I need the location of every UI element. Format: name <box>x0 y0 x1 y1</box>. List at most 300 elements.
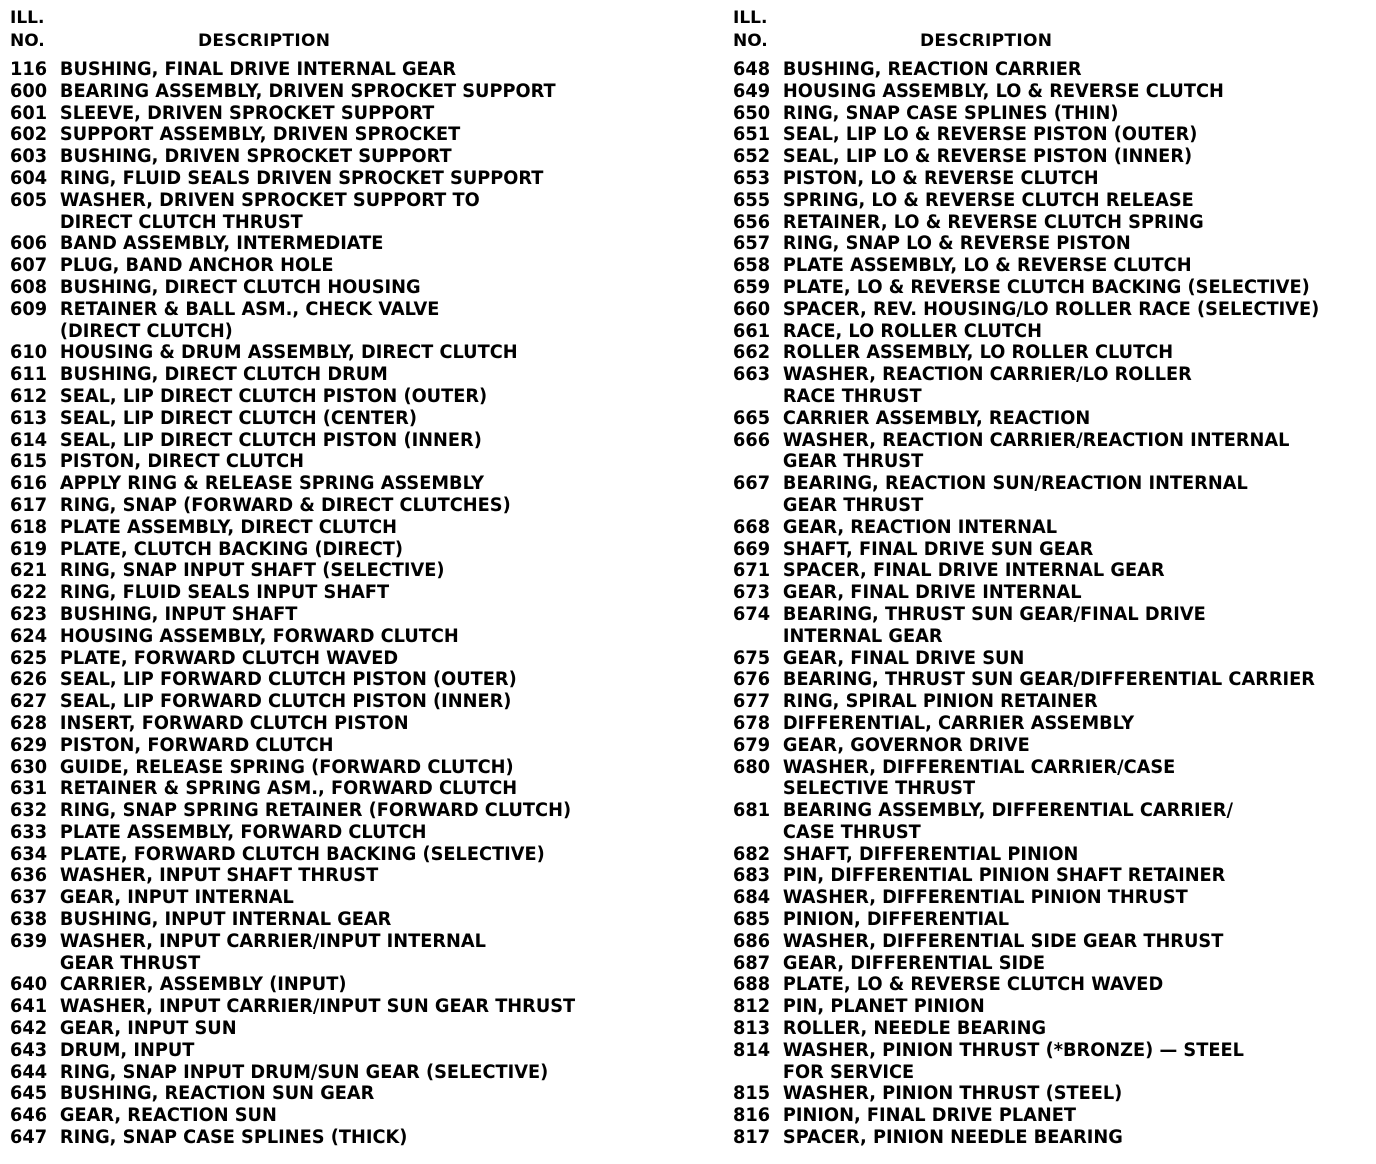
part-description: WASHER, INPUT SHAFT THRUST <box>59 865 379 887</box>
part-row <box>733 233 1319 255</box>
part-number: 625 <box>10 647 48 669</box>
part-description: BEARING, THRUST SUN GEAR/FINAL DRIVE <box>782 603 1206 625</box>
part-row <box>733 168 1319 190</box>
part-description: WASHER, PINION THRUST (*BRONZE) — STEEL <box>782 1039 1244 1061</box>
part-number: 621 <box>10 560 48 582</box>
part-number: 624 <box>10 625 48 647</box>
part-number: 603 <box>10 146 48 168</box>
part-number: 648 <box>733 59 771 80</box>
part-number: 673 <box>733 582 771 604</box>
part-row <box>10 560 575 582</box>
part-description: BUSHING, DRIVEN SPROCKET SUPPORT <box>59 146 452 168</box>
part-number: 600 <box>10 80 48 102</box>
part-number: 662 <box>733 342 771 364</box>
part-description: BUSHING, INPUT SHAFT <box>59 603 298 625</box>
part-description-continuation <box>733 495 1319 517</box>
part-description: WASHER, DIFFERENTIAL CARRIER/CASE <box>782 756 1176 778</box>
part-description: INTERNAL GEAR <box>782 625 943 647</box>
part-number: 674 <box>733 603 771 625</box>
part-number: 681 <box>733 800 771 822</box>
part-number: 631 <box>10 778 48 800</box>
part-row <box>10 757 575 779</box>
part-row <box>733 1040 1319 1062</box>
part-description: SEAL, LIP LO & REVERSE PISTON (INNER) <box>782 146 1193 168</box>
part-description: HOUSING ASSEMBLY, LO & REVERSE CLUTCH <box>782 80 1224 102</box>
part-row <box>733 931 1319 953</box>
part-description-continuation <box>733 386 1319 408</box>
part-number: 638 <box>10 909 48 931</box>
part-row <box>733 800 1319 822</box>
part-number: 671 <box>733 560 771 582</box>
part-number: 619 <box>10 538 48 560</box>
part-number: 812 <box>733 996 771 1018</box>
part-row <box>10 103 575 125</box>
part-number: 675 <box>733 647 771 669</box>
part-number: 608 <box>10 276 48 298</box>
part-row <box>10 778 575 800</box>
part-number: 814 <box>733 1039 771 1061</box>
part-description: RING, SNAP INPUT SHAFT (SELECTIVE) <box>59 560 445 582</box>
part-number: 655 <box>733 189 771 211</box>
part-row <box>733 1018 1319 1040</box>
part-row <box>733 299 1319 321</box>
part-description: BUSHING, REACTION SUN GEAR <box>59 1083 375 1105</box>
part-description: SPACER, PINION NEEDLE BEARING <box>782 1127 1123 1149</box>
part-description: RING, FLUID SEALS DRIVEN SPROCKET SUPPORT <box>59 167 544 189</box>
part-description: WASHER, PINION THRUST (STEEL) <box>782 1083 1123 1105</box>
part-number: 629 <box>10 734 48 756</box>
part-number: 667 <box>733 473 771 495</box>
part-description: FOR SERVICE <box>782 1061 915 1083</box>
part-number: 636 <box>10 865 48 887</box>
part-description-continuation <box>733 778 1319 800</box>
part-number: 606 <box>10 233 48 255</box>
part-description: RING, SNAP INPUT DRUM/SUN GEAR (SELECTIVE) <box>59 1061 549 1083</box>
column-header <box>733 0 1373 58</box>
part-description: BEARING ASSEMBLY, DIFFERENTIAL CARRIER/ <box>782 800 1233 822</box>
part-number: 676 <box>733 669 771 691</box>
part-description-continuation <box>10 953 575 975</box>
part-description: SEAL, LIP DIRECT CLUTCH PISTON (OUTER) <box>59 385 488 407</box>
part-description: GEAR, REACTION INTERNAL <box>782 516 1058 538</box>
part-row <box>10 604 575 626</box>
part-description: BUSHING, DIRECT CLUTCH HOUSING <box>59 276 421 298</box>
part-number: 618 <box>10 516 48 538</box>
part-row <box>10 669 575 691</box>
part-description-continuation <box>733 451 1319 473</box>
part-number: 666 <box>733 429 771 451</box>
part-row <box>733 757 1319 779</box>
column-header <box>10 0 650 58</box>
part-description: RING, SNAP LO & REVERSE PISTON <box>782 233 1131 255</box>
part-number: 653 <box>733 167 771 189</box>
part-row <box>733 473 1319 495</box>
part-number: 626 <box>10 669 48 691</box>
part-number: 607 <box>10 255 48 277</box>
part-row <box>733 146 1319 168</box>
part-row <box>733 364 1319 386</box>
part-number: 663 <box>733 364 771 386</box>
description-label: DESCRIPTION <box>198 31 331 51</box>
part-number: 650 <box>733 102 771 124</box>
part-number: 612 <box>10 385 48 407</box>
part-row <box>733 648 1319 670</box>
ill-label: ILL. <box>10 8 45 28</box>
part-description: RING, SPIRAL PINION RETAINER <box>782 691 1098 713</box>
part-description: GEAR, FINAL DRIVE SUN <box>782 647 1025 669</box>
part-number: 602 <box>10 124 48 146</box>
part-number: 605 <box>10 189 48 211</box>
part-number: 651 <box>733 124 771 146</box>
part-row <box>733 59 1319 81</box>
part-description: GEAR, FINAL DRIVE INTERNAL <box>782 582 1082 604</box>
part-number: 817 <box>733 1127 771 1149</box>
part-row <box>10 255 575 277</box>
part-description: RETAINER & SPRING ASM., FORWARD CLUTCH <box>59 778 518 800</box>
part-row <box>10 1105 575 1127</box>
part-number: 627 <box>10 691 48 713</box>
part-description: BEARING ASSEMBLY, DRIVEN SPROCKET SUPPORT <box>59 80 556 102</box>
part-description: WASHER, INPUT CARRIER/INPUT INTERNAL <box>59 930 486 952</box>
part-row <box>733 124 1319 146</box>
part-row <box>10 648 575 670</box>
part-number: 642 <box>10 1018 48 1040</box>
part-description: RING, SNAP CASE SPLINES (THIN) <box>782 102 1119 124</box>
part-description: SLEEVE, DRIVEN SPROCKET SUPPORT <box>59 102 435 124</box>
part-row <box>10 299 575 321</box>
part-number: 684 <box>733 887 771 909</box>
part-row <box>733 255 1319 277</box>
part-number: 677 <box>733 691 771 713</box>
part-number: 644 <box>10 1061 48 1083</box>
part-row <box>10 800 575 822</box>
part-row <box>10 364 575 386</box>
part-row <box>733 1105 1319 1127</box>
part-number: 623 <box>10 603 48 625</box>
part-number: 659 <box>733 276 771 298</box>
part-number: 616 <box>10 473 48 495</box>
part-description: WASHER, DIFFERENTIAL PINION THRUST <box>782 887 1188 909</box>
part-description: GEAR, DIFFERENTIAL SIDE <box>782 952 1045 974</box>
part-description-continuation <box>10 321 575 343</box>
part-description: PLATE ASSEMBLY, LO & REVERSE CLUTCH <box>782 255 1192 277</box>
part-number: 657 <box>733 233 771 255</box>
part-row <box>10 887 575 909</box>
part-description: SEAL, LIP DIRECT CLUTCH (CENTER) <box>59 407 417 429</box>
part-description: GEAR THRUST <box>59 952 201 974</box>
part-description: RACE THRUST <box>782 385 922 407</box>
part-row <box>733 604 1319 626</box>
part-number: 687 <box>733 952 771 974</box>
part-row <box>733 321 1319 343</box>
part-description: SELECTIVE THRUST <box>782 778 976 800</box>
part-description: GEAR THRUST <box>782 494 924 516</box>
part-number: 628 <box>10 712 48 734</box>
no-label: NO. <box>733 31 768 51</box>
part-row <box>10 233 575 255</box>
part-description: SHAFT, FINAL DRIVE SUN GEAR <box>782 538 1094 560</box>
part-number: 609 <box>10 298 48 320</box>
part-description: WASHER, INPUT CARRIER/INPUT SUN GEAR THRUST <box>59 996 576 1018</box>
part-row <box>10 909 575 931</box>
part-description: (DIRECT CLUTCH) <box>59 320 233 342</box>
part-description-continuation <box>733 822 1319 844</box>
part-number: 645 <box>10 1083 48 1105</box>
part-number: 816 <box>733 1105 771 1127</box>
ill-label: ILL. <box>733 8 768 28</box>
part-row <box>733 539 1319 561</box>
part-description: SEAL, LIP FORWARD CLUTCH PISTON (OUTER) <box>59 669 517 691</box>
part-number: 660 <box>733 298 771 320</box>
part-description: WASHER, REACTION CARRIER/LO ROLLER <box>782 364 1192 386</box>
part-description-continuation <box>733 1062 1319 1084</box>
part-number: 815 <box>733 1083 771 1105</box>
part-row <box>10 626 575 648</box>
part-row <box>733 669 1319 691</box>
part-row <box>733 190 1319 212</box>
part-row <box>10 996 575 1018</box>
part-row <box>733 691 1319 713</box>
part-number: 613 <box>10 407 48 429</box>
part-number: 656 <box>733 211 771 233</box>
part-description: RING, SNAP (FORWARD & DIRECT CLUTCHES) <box>59 494 511 516</box>
part-description: BEARING, REACTION SUN/REACTION INTERNAL <box>782 473 1248 495</box>
part-description: CASE THRUST <box>782 821 921 843</box>
part-row <box>10 1040 575 1062</box>
parts-list-right-column <box>733 0 1373 1149</box>
part-description: PINION, FINAL DRIVE PLANET <box>782 1105 1077 1127</box>
part-description: CARRIER, ASSEMBLY (INPUT) <box>59 974 347 996</box>
part-description: PLUG, BAND ANCHOR HOLE <box>59 255 334 277</box>
part-description: DIFFERENTIAL, CARRIER ASSEMBLY <box>782 712 1135 734</box>
part-description: PLATE, CLUTCH BACKING (DIRECT) <box>59 538 403 560</box>
part-number: 813 <box>733 1018 771 1040</box>
part-description: HOUSING & DRUM ASSEMBLY, DIRECT CLUTCH <box>59 342 518 364</box>
part-description: SEAL, LIP DIRECT CLUTCH PISTON (INNER) <box>59 429 482 451</box>
part-description: PINION, DIFFERENTIAL <box>782 909 1010 931</box>
part-number: 614 <box>10 429 48 451</box>
part-description: BUSHING, INPUT INTERNAL GEAR <box>59 909 392 931</box>
part-row <box>10 495 575 517</box>
part-number: 630 <box>10 756 48 778</box>
part-description: BAND ASSEMBLY, INTERMEDIATE <box>59 233 384 255</box>
part-row <box>733 974 1319 996</box>
part-row <box>10 931 575 953</box>
part-row <box>733 887 1319 909</box>
part-number: 658 <box>733 255 771 277</box>
part-row <box>10 168 575 190</box>
part-row <box>10 974 575 996</box>
part-number: 665 <box>733 407 771 429</box>
part-number: 661 <box>733 320 771 342</box>
part-row <box>733 996 1319 1018</box>
part-row <box>733 735 1319 757</box>
part-description: PISTON, FORWARD CLUTCH <box>59 734 334 756</box>
parts-list-left-column <box>10 0 650 1149</box>
part-description: PIN, DIFFERENTIAL PINION SHAFT RETAINER <box>782 865 1226 887</box>
part-row <box>10 582 575 604</box>
part-number: 640 <box>10 974 48 996</box>
parts-list <box>733 59 1344 1149</box>
part-row <box>10 190 575 212</box>
part-number: 678 <box>733 712 771 734</box>
description-label: DESCRIPTION <box>920 31 1053 51</box>
part-row <box>733 430 1319 452</box>
part-description: SEAL, LIP FORWARD CLUTCH PISTON (INNER) <box>59 691 512 713</box>
part-row <box>733 342 1319 364</box>
part-number: 668 <box>733 516 771 538</box>
part-row <box>733 81 1319 103</box>
part-row <box>733 844 1319 866</box>
part-row <box>733 713 1319 735</box>
part-number: 680 <box>733 756 771 778</box>
parts-list <box>10 59 599 1149</box>
no-label: NO. <box>10 31 45 51</box>
part-number: 686 <box>733 930 771 952</box>
part-number: 611 <box>10 364 48 386</box>
part-number: 632 <box>10 800 48 822</box>
part-number: 633 <box>10 821 48 843</box>
part-description: WASHER, DIFFERENTIAL SIDE GEAR THRUST <box>782 930 1224 952</box>
part-description: ROLLER ASSEMBLY, LO ROLLER CLUTCH <box>782 342 1174 364</box>
part-row <box>10 865 575 887</box>
part-description: BUSHING, REACTION CARRIER <box>782 59 1082 80</box>
part-row <box>10 1062 575 1084</box>
part-description: RETAINER, LO & REVERSE CLUTCH SPRING <box>782 211 1204 233</box>
part-number: 646 <box>10 1105 48 1127</box>
part-number: 652 <box>733 146 771 168</box>
part-row <box>10 691 575 713</box>
part-row <box>10 59 575 81</box>
part-description: APPLY RING & RELEASE SPRING ASSEMBLY <box>59 473 484 495</box>
part-description: DRUM, INPUT <box>59 1039 195 1061</box>
part-row <box>10 342 575 364</box>
part-row <box>10 473 575 495</box>
part-row <box>10 430 575 452</box>
part-description: CARRIER ASSEMBLY, REACTION <box>782 407 1091 429</box>
part-description: PLATE, FORWARD CLUTCH WAVED <box>59 647 399 669</box>
part-number: 615 <box>10 451 48 473</box>
part-number: 669 <box>733 538 771 560</box>
part-row <box>733 560 1319 582</box>
part-number: 647 <box>10 1127 48 1149</box>
part-row <box>733 865 1319 887</box>
part-description: GUIDE, RELEASE SPRING (FORWARD CLUTCH) <box>59 756 514 778</box>
part-row <box>10 517 575 539</box>
part-row <box>10 277 575 299</box>
part-number: 634 <box>10 843 48 865</box>
part-description: RETAINER & BALL ASM., CHECK VALVE <box>59 298 440 320</box>
part-description: SPACER, FINAL DRIVE INTERNAL GEAR <box>782 560 1165 582</box>
part-row <box>10 713 575 735</box>
part-description: WASHER, REACTION CARRIER/REACTION INTERNAL <box>782 429 1290 451</box>
part-description: DIRECT CLUTCH THRUST <box>59 211 303 233</box>
part-description: GEAR, GOVERNOR DRIVE <box>782 734 1030 756</box>
part-description-continuation <box>10 212 575 234</box>
part-number: 639 <box>10 930 48 952</box>
part-row <box>733 103 1319 125</box>
part-row <box>733 1083 1319 1105</box>
part-row <box>10 822 575 844</box>
part-number: 637 <box>10 887 48 909</box>
part-row <box>10 386 575 408</box>
part-row <box>733 909 1319 931</box>
part-description: GEAR, INPUT INTERNAL <box>59 887 294 909</box>
part-row <box>10 1127 575 1149</box>
part-number: 679 <box>733 734 771 756</box>
part-description: INSERT, FORWARD CLUTCH PISTON <box>59 712 409 734</box>
part-row <box>10 539 575 561</box>
part-description: WASHER, DRIVEN SPROCKET SUPPORT TO <box>59 189 480 211</box>
part-row <box>733 408 1319 430</box>
part-number: 682 <box>733 843 771 865</box>
part-description: PLATE, LO & REVERSE CLUTCH WAVED <box>782 974 1164 996</box>
part-number: 683 <box>733 865 771 887</box>
part-description: PLATE, FORWARD CLUTCH BACKING (SELECTIVE) <box>59 843 545 865</box>
part-number: 622 <box>10 582 48 604</box>
part-row <box>733 953 1319 975</box>
part-description: PLATE ASSEMBLY, FORWARD CLUTCH <box>59 821 427 843</box>
part-description: PISTON, DIRECT CLUTCH <box>59 451 304 473</box>
part-row <box>733 277 1319 299</box>
part-description: BUSHING, DIRECT CLUTCH DRUM <box>59 364 388 386</box>
part-row <box>10 1018 575 1040</box>
part-description: RING, SNAP CASE SPLINES (THICK) <box>59 1127 408 1149</box>
part-row <box>10 735 575 757</box>
part-row <box>10 1083 575 1105</box>
part-description: ROLLER, NEEDLE BEARING <box>782 1018 1047 1040</box>
part-number: 116 <box>10 59 48 80</box>
part-row <box>10 844 575 866</box>
part-number: 617 <box>10 494 48 516</box>
part-description: GEAR THRUST <box>782 451 924 473</box>
part-description: PIN, PLANET PINION <box>782 996 985 1018</box>
part-row <box>10 451 575 473</box>
part-description: SPRING, LO & REVERSE CLUTCH RELEASE <box>782 189 1194 211</box>
part-number: 649 <box>733 80 771 102</box>
part-number: 643 <box>10 1039 48 1061</box>
part-row <box>733 212 1319 234</box>
part-description: RING, SNAP SPRING RETAINER (FORWARD CLUTCH) <box>59 800 572 822</box>
part-description: GEAR, REACTION SUN <box>59 1105 277 1127</box>
part-row <box>733 517 1319 539</box>
part-row <box>733 582 1319 604</box>
part-number: 688 <box>733 974 771 996</box>
part-description-continuation <box>733 626 1319 648</box>
part-row <box>10 146 575 168</box>
part-description: GEAR, INPUT SUN <box>59 1018 237 1040</box>
part-description: BEARING, THRUST SUN GEAR/DIFFERENTIAL CARRIER <box>782 669 1315 691</box>
part-row <box>10 81 575 103</box>
part-description: SEAL, LIP LO & REVERSE PISTON (OUTER) <box>782 124 1198 146</box>
part-number: 604 <box>10 167 48 189</box>
part-description: RACE, LO ROLLER CLUTCH <box>782 320 1042 342</box>
part-description: PLATE ASSEMBLY, DIRECT CLUTCH <box>59 516 397 538</box>
part-row <box>10 408 575 430</box>
part-description: PLATE, LO & REVERSE CLUTCH BACKING (SELECTIVE) <box>782 276 1310 298</box>
part-number: 601 <box>10 102 48 124</box>
part-description: SPACER, REV. HOUSING/LO ROLLER RACE (SELECTIVE) <box>782 298 1320 320</box>
part-row <box>10 124 575 146</box>
part-description: HOUSING ASSEMBLY, FORWARD CLUTCH <box>59 625 459 647</box>
part-description: SUPPORT ASSEMBLY, DRIVEN SPROCKET <box>59 124 461 146</box>
part-row <box>733 1127 1319 1149</box>
part-description: SHAFT, DIFFERENTIAL PINION <box>782 843 1079 865</box>
part-number: 685 <box>733 909 771 931</box>
part-description: PISTON, LO & REVERSE CLUTCH <box>782 167 1099 189</box>
part-description: RING, FLUID SEALS INPUT SHAFT <box>59 582 390 604</box>
part-number: 641 <box>10 996 48 1018</box>
